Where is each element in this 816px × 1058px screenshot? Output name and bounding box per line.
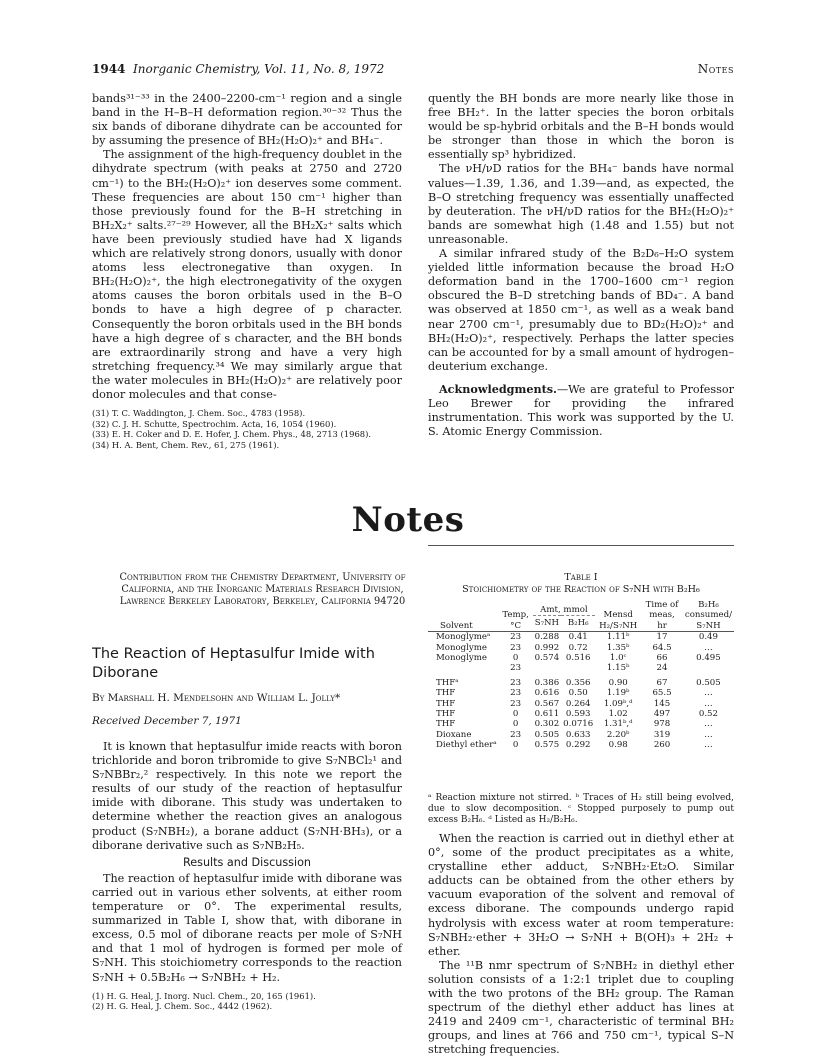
table-cell: … [704, 729, 713, 740]
table-cell: 0.505 [534, 729, 560, 740]
table-cell: THF [436, 688, 456, 699]
table-cell: 1.02 [608, 709, 628, 720]
table-cell: 0.611 [534, 709, 560, 720]
article-right-column [428, 832, 734, 1058]
table-row [428, 674, 734, 688]
table-row [428, 740, 734, 750]
table-cell: 145 [653, 698, 671, 709]
table-cell [428, 663, 499, 673]
table-cell: 0.992 [534, 642, 560, 653]
table-cell: 0 [512, 709, 519, 720]
acknowledgments-heading: Acknowledgments. [439, 381, 557, 396]
footnote: (1) H. G. Heal, J. Inorg. Nucl. Chem., 20, 165 (1961). [92, 990, 316, 1001]
table-cell: 1.15ᵇ [606, 663, 630, 674]
table-cell: 23 [510, 663, 522, 674]
table-caption [428, 572, 734, 596]
table-cell: 0.52 [698, 709, 718, 720]
table-cell: 0.0716 [563, 719, 594, 730]
table-cell: 64.5 [652, 642, 672, 653]
column-header: B₂H₆ consumed/ S₇NH [683, 600, 734, 632]
column-header: Solvent [428, 600, 499, 632]
table-cell: 2.20ᵇ [606, 729, 630, 740]
article-left-column [92, 740, 402, 1012]
table-cell: 0.302 [534, 719, 560, 730]
results-heading: Results and Discussion [182, 855, 312, 869]
paragraph: The assignment of the high-frequency doublet in the dihydrate spectrum (with peaks at 2750 and 2720 cm⁻¹) to the BH₂(H₂O)₂⁺ ion deserves some comment. These frequencies are about 150 cm⁻¹ higher than those previously found for the B–H stretching in BH₂X₂⁺ salts.²⁷⁻²⁹ However, all the BH₂X₂⁺ salts which have been previously studied have had X ligands which are relatively strong donors, usually with donor atoms less electronegative than oxygen. In BH₂(H₂O)₂⁺, the high electronegativity of the oxygen atoms causes the boron orbitals used in the B–O bonds to have a high degree of p character. Consequently the boron orbitals used in the BH bonds have a high degree of s character, and the BH bonds are extraordinarily strong and have a very high stretching frequency.³⁴ We may similarly argue that the water molecules in BH₂(H₂O)₂⁺ are relatively poor donor molecules and that conse- [92, 148, 402, 401]
journal-citation: Inorganic Chemistry, Vol. 11, No. 8, 1972 [133, 62, 385, 76]
table-footnotes: ᵃ Reaction mixture not stirred. ᵇ Traces of H₂ still being evolved, due to slow decomposition. ᶜ Stopped purposely to pump out excess B₂H₆. ᵈ Listed as H₂/B₂H₆. [428, 793, 734, 825]
table-cell: 0.567 [534, 698, 560, 709]
column-header: Mensd H₂/S₇NH [595, 600, 641, 632]
paragraph: The reaction of heptasulfur imide with diborane was carried out in various ether solvents, at either room temperature or 0°. The experimental results, summarized in Table I, show that, with diborane in excess, 0.5 mol of diborane reacts per mole of S₇NH and that 1 mol of hydrogen is formed per mole of S₇NH. This stoichiometry corresponds to the reaction S₇NH + 0.5B₂H₆ → S₇NBH₂ + H₂. [92, 871, 402, 984]
table-cell: 0.50 [568, 688, 588, 699]
table-cell: … [704, 740, 713, 751]
received-date: Received December 7, 1971 [92, 715, 242, 727]
table-cell: THF [436, 698, 456, 709]
column-header: B₂H₆ [561, 616, 595, 632]
table-body [428, 632, 734, 751]
table-cell: 1.11ᵇ [606, 632, 630, 643]
table-cell: 23 [510, 688, 522, 699]
running-header [92, 62, 734, 78]
table-cell: 0.495 [696, 653, 721, 664]
table-cell: 0.616 [534, 688, 560, 699]
table-cell: 0.72 [568, 642, 588, 653]
table-cell: 1.09ᵇ,ᵈ [603, 698, 633, 709]
table-cell: 978 [653, 719, 671, 730]
table-cell: … [704, 688, 713, 699]
table-cell: 23 [510, 677, 522, 688]
byline: By Marshall H. Mendelsohn and William L. Jolly* [92, 692, 341, 704]
table-cell: THF [436, 719, 456, 730]
table-row [428, 663, 734, 673]
table-cell: 0.505 [696, 677, 721, 688]
table-cell: 0 [512, 740, 519, 751]
table-cell: 0.593 [565, 709, 591, 720]
table-row [428, 643, 734, 653]
table-cell: 0.292 [565, 740, 591, 751]
table-cell: 1.19ᵇ [606, 688, 630, 699]
table-cell: 0 [512, 719, 519, 730]
table-row [428, 688, 734, 698]
table-cell: 0 [512, 653, 519, 664]
table-cell: 0.49 [698, 632, 718, 643]
table-row [428, 709, 734, 719]
contribution-affiliation: Contribution from the Chemistry Department, University of California, and the Inorganic Materials Research Division, Lawrence Berkeley Laboratory, Berkeley, California 94720 [119, 572, 406, 607]
table-cell: 260 [653, 740, 671, 751]
prev-article-left-column [92, 92, 402, 450]
table-cell [533, 663, 562, 673]
table-cell: 65.5 [652, 688, 672, 699]
table-cell: 0.98 [608, 740, 628, 751]
table-cell [561, 663, 595, 673]
paragraph: The ¹¹B nmr spectrum of S₇NBH₂ in diethyl ether solution consists of a 1:2:1 triplet due to coupling with the two protons of the BH₂ group. The Raman spectrum of the diethyl ether adduct has lines at 2419 and 2409 cm⁻¹, characteristic of terminal BH₂ groups, and lines at 766 and 750 cm⁻¹, typical S–N stretching frequencies. [428, 958, 734, 1057]
table-cell: 0.356 [565, 677, 591, 688]
paragraph: quently the BH bonds are more nearly like those in free BH₂⁺. In the latter species the boron orbitals would be sp-hybrid orbitals and the B–H bonds would be stronger than those in which the boron is essentially sp³ hybridized. [428, 92, 734, 162]
footnote: (31) T. C. Waddington, J. Chem. Soc., 4783 (1958). [92, 408, 306, 419]
table-cell: Monoglymeᵃ [436, 632, 491, 643]
column-group-header: Amt, mmol [533, 600, 596, 616]
table-cell: 1.0ᶜ [609, 653, 627, 664]
table-cell: 0.288 [534, 632, 560, 643]
table-cell: 0.264 [565, 698, 591, 709]
paragraph: When the reaction is carried out in diethyl ether at 0°, some of the product precipitates as a white, crystalline ether adduct, S₇NBH₂·Et₂O. Similar adducts can be obtained from the other ethers by vacuum evaporation of the solvent and removal of excess diborane. The compounds undergo rapid hydrolysis with excess water at room temperature: S₇NBH₂·ether + 3H₂O → S₇NH + B(OH)₃ + 2H₂ + ether. [428, 832, 734, 958]
table-cell: 23 [510, 729, 522, 740]
column-header: S₇NH [533, 616, 562, 632]
footnote: (32) C. J. H. Schutte, Spectrochim. Acta, 16, 1054 (1960). [92, 418, 337, 429]
heading-rule [428, 545, 734, 546]
table-cell: 0.633 [565, 729, 591, 740]
page-number: 1944 [92, 62, 126, 76]
table-cell: 66 [656, 653, 668, 664]
paragraph: A similar infrared study of the B₂D₆–H₂O system yielded little information because the broad H₂O deformation band in the 1700–1600 cm⁻¹ region obscured the B–D stretching bands of BD₄⁻. A band was observed at 1850 cm⁻¹, as well as a weak band near 2700 cm⁻¹, presumably due to BD₂(H₂O)₂⁺ and BH₂(H₂O)₂⁺, respectively. Perhaps the latter species can be accounted for by a small amount of hydrogen–deuterium exchange. [428, 247, 734, 373]
table-cell: 0.90 [608, 677, 628, 688]
table-cell: … [704, 719, 713, 730]
table-cell: 23 [510, 642, 522, 653]
table-row [428, 632, 734, 643]
footnotes [92, 991, 402, 1012]
table-title: Stoichiometry of the Reaction of S₇NH with B₂H₆ [462, 584, 700, 595]
notes-section-heading: Notes [351, 500, 465, 540]
table-cell: Monoglyme [436, 642, 488, 653]
table-cell: 24 [656, 663, 668, 674]
table-cell: 0.574 [534, 653, 560, 664]
acknowledgments-text: —We are grateful to Professor Leo Brewer for providing the infrared instrumentation. This work was supported by the U. S. Atomic Energy Commission. [428, 382, 734, 439]
table-row [428, 719, 734, 729]
table-cell: THFᵃ [436, 677, 459, 688]
table-cell: 0.386 [534, 677, 560, 688]
table-cell: … [704, 642, 713, 653]
section-label: Notes [697, 62, 734, 76]
footnotes [92, 408, 402, 450]
table-cell: 1.31ᵇ,ᵈ [603, 719, 633, 730]
table-row [428, 699, 734, 709]
table-cell: 319 [653, 729, 671, 740]
table-cell: 497 [653, 709, 671, 720]
table-cell: Dioxane [436, 729, 472, 740]
table-cell: … [704, 698, 713, 709]
table-cell [683, 663, 734, 673]
table-row [428, 653, 734, 663]
table-cell: 1.35ᵇ [606, 642, 630, 653]
stoichiometry-table [428, 600, 734, 751]
table-cell: 0.516 [565, 653, 591, 664]
table-cell: Monoglyme [436, 653, 488, 664]
paragraph: The νH/νD ratios for the BH₄⁻ bands have normal values—1.39, 1.36, and 1.39—and, as expected, the B–O stretching frequency was essentially unaffected by deuteration. The νH/νD ratios for the BH₂(H₂O)₂⁺ bands are somewhat high (1.48 and 1.55) but not unreasonable. [428, 162, 734, 246]
paragraph: It is known that heptasulfur imide reacts with boron trichloride and boron tribromide to give S₇NBCl₂¹ and S₇NBBr₂,² respectively. In this note we report the results of our study of the reaction of heptasulfur imide with diborane. This study was undertaken to determine whether the reaction gives an analogous product (S₇NBH₂), a borane adduct (S₇NH·BH₃), or a diborane derivative such as S₇NB₂H₅. [92, 740, 402, 852]
table-cell: THF [436, 709, 456, 720]
table-label: Table I [564, 572, 598, 583]
footnote: (33) E. H. Coker and D. E. Hofer, J. Chem. Phys., 48, 2713 (1968). [92, 429, 372, 440]
table-cell: 0.41 [568, 632, 588, 643]
table-cell: 17 [656, 632, 668, 643]
table-cell: 0.575 [534, 740, 560, 751]
prev-article-right-column [428, 92, 734, 439]
acknowledgments [428, 382, 734, 439]
table-cell: Diethyl etherᵃ [436, 740, 497, 751]
column-header: Time of meas, hr [641, 600, 683, 632]
table-cell: 23 [510, 698, 522, 709]
footnote: (2) H. G. Heal, J. Chem. Soc., 4442 (1962). [92, 1001, 273, 1012]
article-title: The Reaction of Heptasulfur Imide with Diborane [92, 646, 375, 681]
footnote: (34) H. A. Bent, Chem. Rev., 61, 275 (1961). [92, 439, 280, 450]
table-row [428, 730, 734, 740]
table-cell: 23 [510, 632, 522, 643]
table-cell: 67 [656, 677, 668, 688]
column-header: Temp, °C [499, 600, 533, 632]
paragraph: bands³¹⁻³³ in the 2400–2200-cm⁻¹ region and a single band in the H–B–H deformation region.³⁰⁻³² Thus the six bands of diborane dihydrate can be accounted for by assuming the presence of BH₂(H₂O)₂⁺ and BH₄⁻. [92, 92, 402, 148]
